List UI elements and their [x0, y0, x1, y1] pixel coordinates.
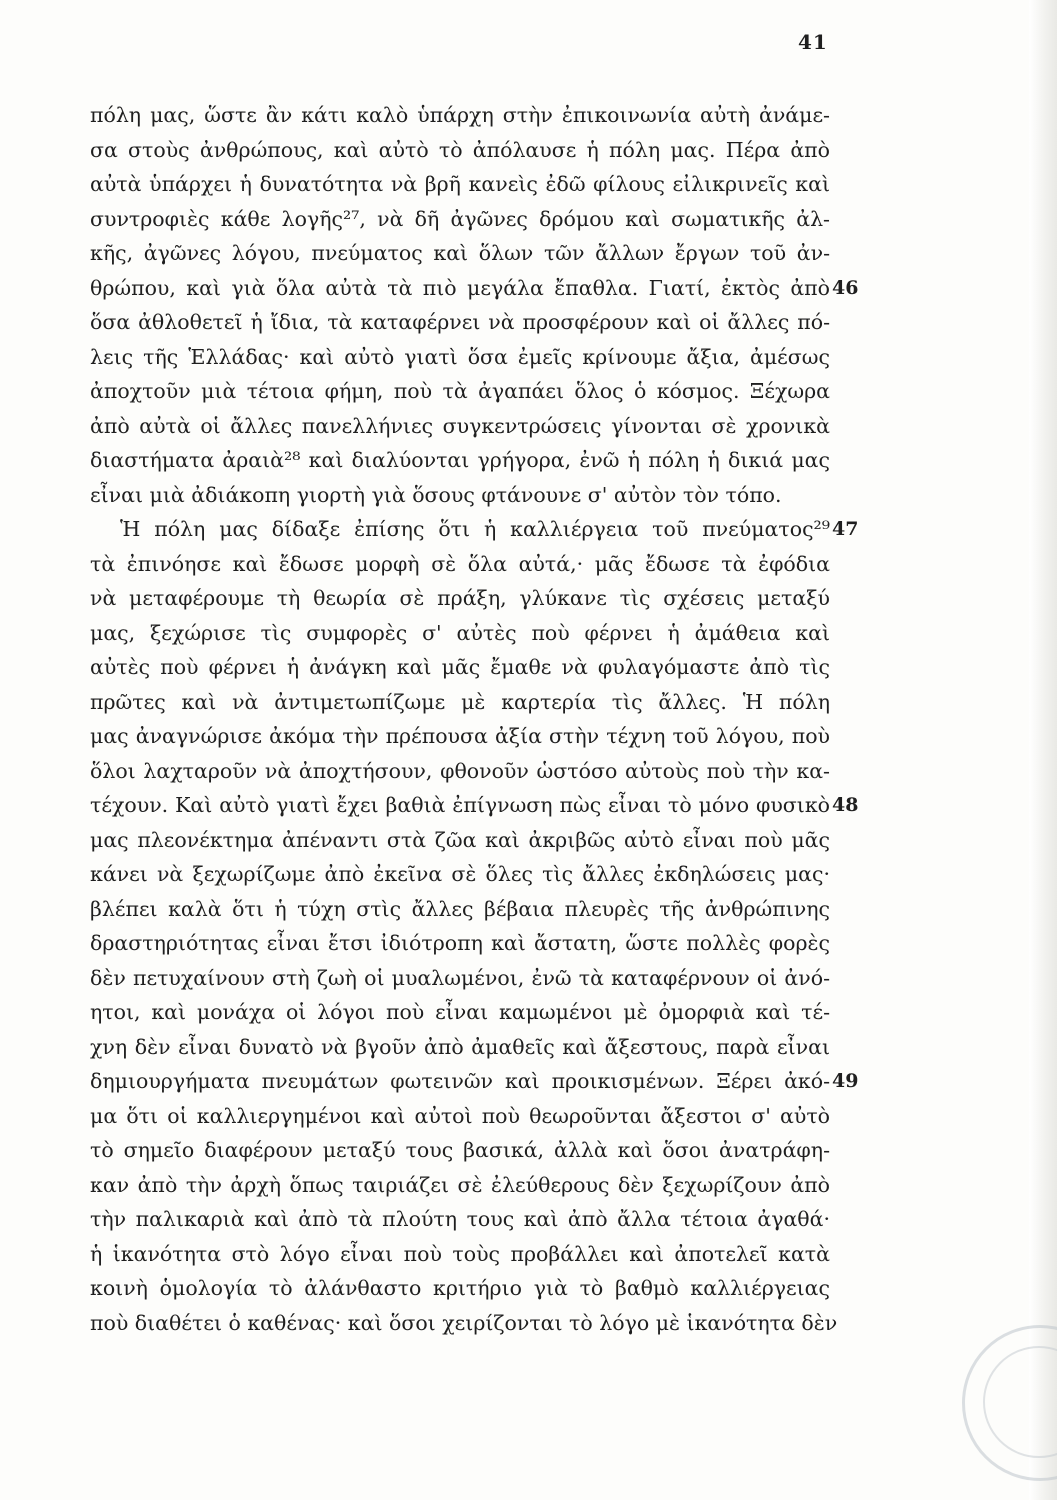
text-line: χνη δὲν εἶναι δυνατὸ νὰ βγοῦν ἀπὸ ἀμαθεῖς καὶ ἄξεστους, παρὰ εἶναι	[90, 1034, 830, 1059]
text-line: δὲν πετυχαίνουν στὴ ζωὴ οἱ μυαλωμένοι, ἐνῶ τὰ καταφέρνουν οἱ ἀνό-	[90, 965, 830, 990]
text-line: δραστηριότητας εἶναι ἔτσι ἰδιότροπη καὶ ἄστατη, ὥστε πολλὲς φορὲς	[90, 931, 830, 955]
text-line: ἀποχτοῦν μιὰ τέτοια φήμη, ποὺ τὰ ἀγαπάει ὅλος ὁ κόσμος. Ξέχωρα	[90, 379, 830, 403]
text-line: τὰ ἐπινόησε καὶ ἔδωσε μορφὴ σὲ ὅλα αὐτά,· μᾶς ἔδωσε τὰ ἐφόδια	[90, 551, 830, 576]
text-line: εἶναι μιὰ ἀδιάκοπη γιορτὴ γιὰ ὅσους φτάνουνε σ' αὐτὸν τὸν τόπο.	[90, 482, 782, 507]
text-line: ἡ ἱκανότητα στὸ λόγο εἶναι ποὺ τοὺς προβάλλει καὶ ἀποτελεῖ κατὰ	[90, 1241, 830, 1266]
text-line: σα στοὺς ἀνθρώπους, καὶ αὐτὸ τὸ ἀπόλαυσε ἡ πόλη μας. Πέρα ἀπὸ	[90, 137, 830, 162]
text-line: μα ὅτι οἱ καλλιεργημένοι καὶ αὐτοὶ ποὺ θεωροῦνται ἄξεστοι σ' αὐτὸ	[90, 1103, 830, 1128]
text-line: κῆς, ἀγῶνες λόγου, πνεύματος καὶ ὅλων τῶν ἄλλων ἔργων τοῦ ἀν-	[90, 241, 830, 265]
text-line: μας, ξεχώρισε τὶς συμφορὲς σ' αὐτὲς ποὺ φέρνει ἡ ἀμάθεια καὶ	[90, 620, 830, 645]
margin-paragraph-number: 48	[832, 794, 859, 816]
text-line: βλέπει καλὰ ὅτι ἡ τύχη στὶς ἄλλες βέβαια πλευρὲς τῆς ἀνθρώπινης	[90, 896, 830, 921]
text-line: μας ἀναγνώρισε ἀκόμα τὴν πρέπουσα ἀξία στὴν τέχνη τοῦ λόγου, ποὺ	[90, 724, 830, 748]
text-line: ὅσα ἀθλοθετεῖ ἡ ἴδια, τὰ καταφέρνει νὰ προσφέρουν καὶ οἱ ἄλλες πό-	[90, 310, 830, 334]
margin-paragraph-number: 46	[832, 276, 859, 299]
text-line: αὐτὰ ὑπάρχει ἡ δυνατότητα νὰ βρῆ κανεὶς ἐδῶ φίλους εἰλικρινεῖς καὶ	[90, 172, 830, 196]
page-edge-shadow	[1029, 0, 1057, 1500]
text-line: πόλη μας, ὥστε ἂν κάτι καλὸ ὑπάρχη στὴν ἐπικοινωνία αὐτὴ ἀνάμε-	[90, 103, 830, 127]
text-line: συντροφιὲς κάθε λογῆς²⁷, νὰ δῆ ἀγῶνες δρόμου καὶ σωματικῆς ἀλ-	[90, 206, 830, 231]
text-line: αὐτὲς ποὺ φέρνει ἡ ἀνάγκη καὶ μᾶς ἔμαθε νὰ φυλαγόμαστε ἀπὸ τὶς	[90, 655, 830, 679]
text-line: τέχουν. Καὶ αὐτὸ γιατὶ ἔχει βαθιὰ ἐπίγνωση πὼς εἶναι τὸ μόνο φυσικὸ	[90, 793, 830, 817]
text-line: τὸ σημεῖο διαφέρουν μεταξύ τους βασικά, ἀλλὰ καὶ ὅσοι ἀνατράφη-	[90, 1138, 830, 1162]
text-line: πρῶτες καὶ νὰ ἀντιμετωπίζωμε μὲ καρτερία τὶς ἄλλες. Ἡ πόλη	[90, 689, 830, 714]
text-line: Ἡ πόλη μας δίδαξε ἐπίσης ὅτι ἡ καλλιέργεια τοῦ πνεύματος²⁹	[120, 517, 830, 541]
text-line: τὴν παλικαριὰ καὶ ἀπὸ τὰ πλούτη τους καὶ ἀπὸ ἄλλα τέτοια ἀγαθά·	[90, 1207, 830, 1231]
text-line: ποὺ διαθέτει ὁ καθένας· καὶ ὅσοι χειρίζονται τὸ λόγο μὲ ἱκανότητα δὲν	[90, 1310, 838, 1335]
text-line: ητοι, καὶ μονάχα οἱ λόγοι ποὺ εἶναι καμωμένοι μὲ ὀμορφιὰ καὶ τέ-	[90, 1000, 830, 1024]
library-stamp	[962, 1325, 1057, 1481]
library-stamp-inner-ring	[983, 1346, 1057, 1458]
text-line: λεις τῆς Ἑλλάδας· καὶ αὐτὸ γιατὶ ὅσα ἐμεῖς κρίνουμε ἄξια, ἀμέσως	[90, 344, 830, 369]
text-line: καν ἀπὸ τὴν ἀρχὴ ὅπως ταιριάζει σὲ ἐλεύθερους δὲν ξεχωρίζουν ἀπὸ	[90, 1172, 830, 1197]
text-line: δημιουργήματα πνευμάτων φωτεινῶν καὶ προικισμένων. Ξέρει ἀκό-	[90, 1069, 830, 1093]
text-line: κάνει νὰ ξεχωρίζωμε ἀπὸ ἐκεῖνα σὲ ὅλες τὶς ἄλλες ἐκδηλώσεις μας·	[90, 862, 830, 886]
text-line: μας πλεονέκτημα ἀπέναντι στὰ ζῶα καὶ ἀκριβῶς αὐτὸ εἶναι ποὺ μᾶς	[90, 827, 830, 852]
page-number: 41	[798, 30, 828, 54]
text-line: κοινὴ ὁμολογία τὸ ἀλάνθαστο κριτήριο γιὰ τὸ βαθμὸ καλλιέργειας	[90, 1276, 830, 1300]
text-line: ἀπὸ αὐτὰ οἱ ἄλλες πανελλήνιες συγκεντρώσεις γίνονται σὲ χρονικὰ	[90, 413, 830, 438]
text-line: θρώπου, καὶ γιὰ ὅλα αὐτὰ τὰ πιὸ μεγάλα ἔπαθλα. Γιατί, ἐκτὸς ἀπὸ	[90, 275, 830, 300]
text-line: διαστήματα ἀραιὰ²⁸ καὶ διαλύονται γρήγορα, ἐνῶ ἡ πόλη ἡ δικιά μας	[90, 448, 830, 472]
margin-paragraph-number: 47	[832, 518, 859, 540]
text-line: νὰ μεταφέρουμε τὴ θεωρία σὲ πράξη, γλύκανε τὶς σχέσεις μεταξύ	[90, 586, 830, 610]
text-line: ὅλοι λαχταροῦν νὰ ἀποχτήσουν, φθονοῦν ὡστόσο αὐτοὺς ποὺ τὴν κα-	[90, 758, 830, 783]
margin-paragraph-number: 49	[832, 1070, 859, 1092]
